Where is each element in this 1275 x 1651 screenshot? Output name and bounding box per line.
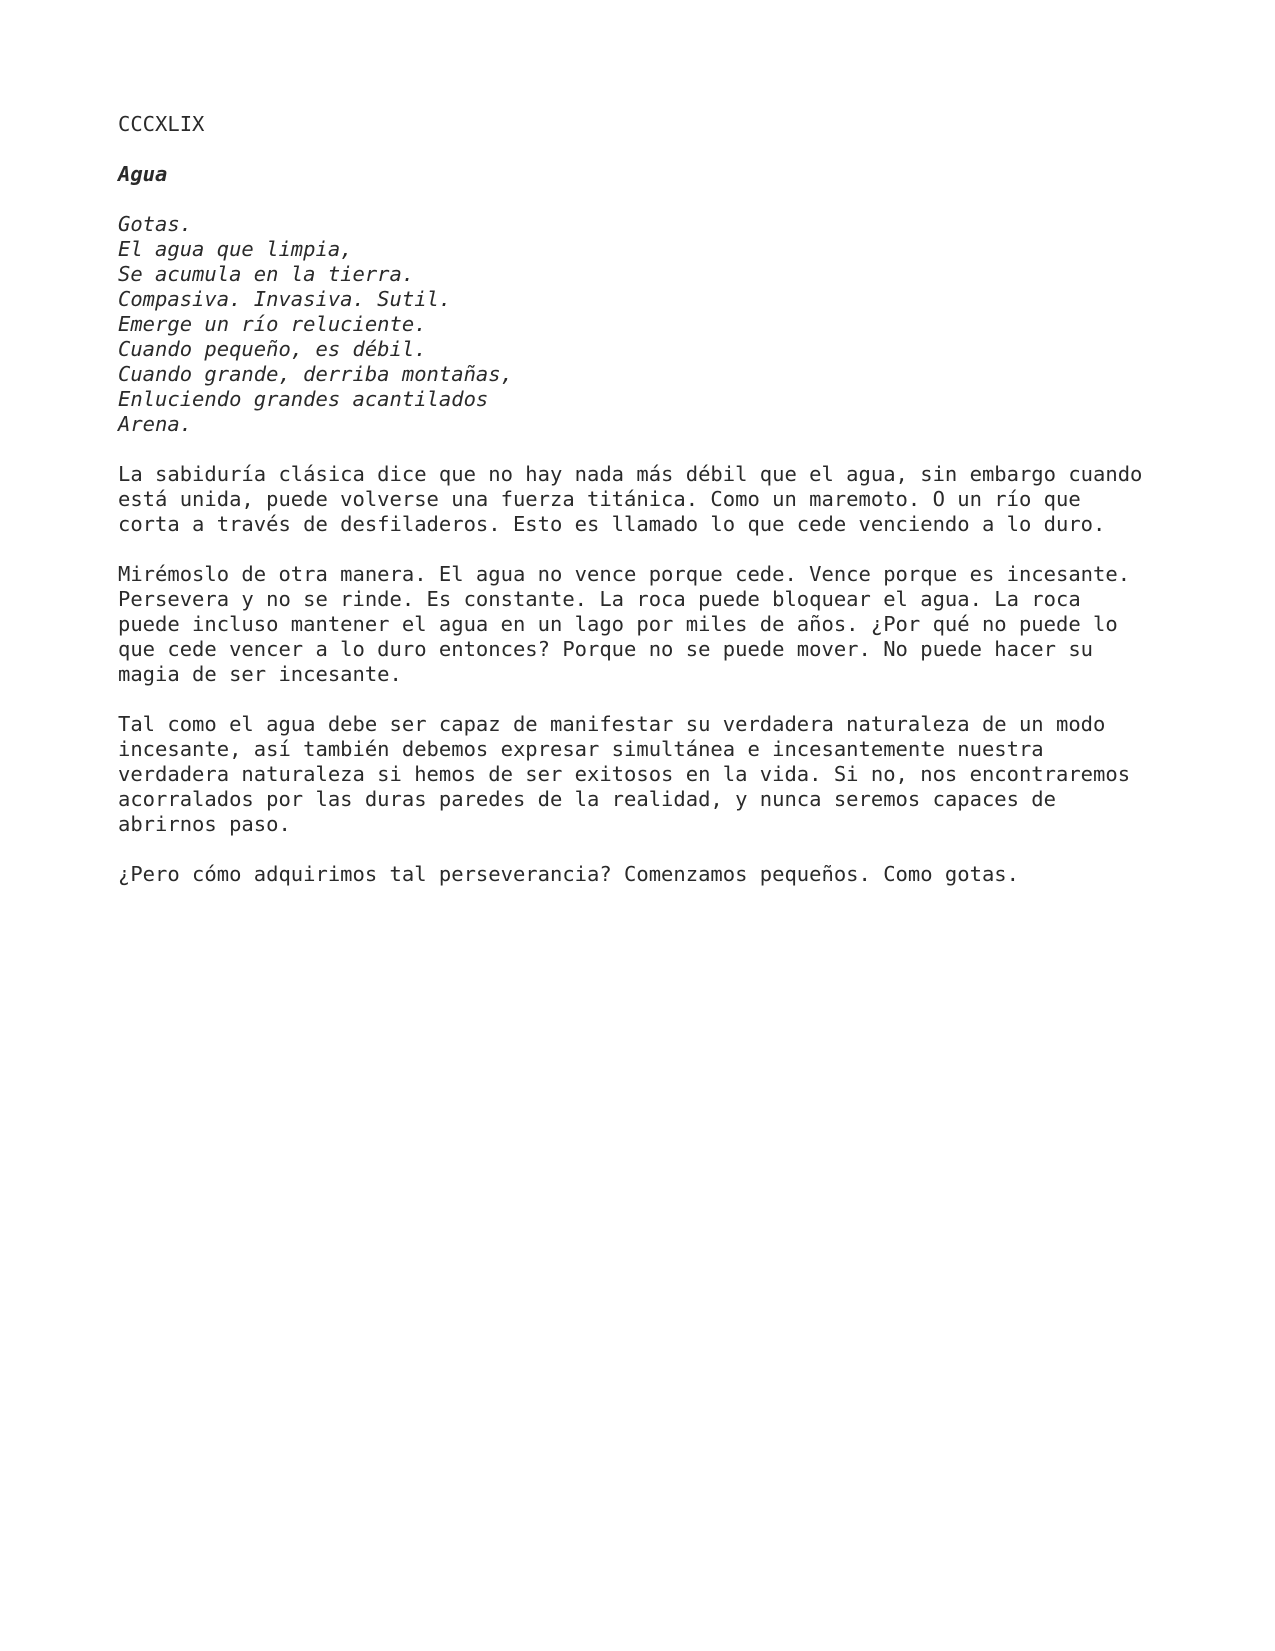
paragraph-line: está unida, puede volverse una fuerza titánica. Como un maremoto. O un río que: [118, 487, 1081, 511]
paragraph-line: magia de ser incesante.: [118, 662, 402, 686]
poem-line: Emerge un río reluciente.: [118, 312, 427, 336]
paragraph-line: que cede vencer a lo duro entonces? Porque no se puede mover. No puede hacer su: [118, 637, 1094, 661]
paragraph-line: verdadera naturaleza si hemos de ser exitosos en la vida. Si no, nos encontraremos: [118, 762, 1131, 786]
poem-line: Se acumula en la tierra.: [118, 262, 415, 286]
poem-line: Cuando grande, derriba montañas,: [118, 362, 513, 386]
paragraph-line: La sabiduría clásica dice que no hay nada más débil que el agua, sin embargo cuando: [118, 462, 1143, 486]
poem-line: Cuando pequeño, es débil.: [118, 337, 427, 361]
poem-line: Arena.: [118, 412, 193, 436]
poem-line: Compasiva. Invasiva. Sutil.: [118, 287, 452, 311]
poem-line: Enluciendo grandes acantilados: [118, 387, 489, 411]
paragraph-line: acorralados por las duras paredes de la realidad, y nunca seremos capaces de: [118, 787, 1056, 811]
paragraph-line: puede incluso mantener el agua en un lago por miles de años. ¿Por qué no puede lo: [118, 612, 1118, 636]
poem: [118, 212, 1178, 437]
paragraph-line: Mirémoslo de otra manera. El agua no vence porque cede. Vence porque es incesante.: [118, 562, 1131, 586]
document-page: [118, 112, 1178, 912]
paragraph-1: [118, 462, 1178, 537]
paragraph-line: Persevera y no se rinde. Es constante. La roca puede bloquear el agua. La roca: [118, 587, 1081, 611]
poem-line: El agua que limpia,: [118, 237, 353, 261]
paragraph-line: corta a través de desfiladeros. Esto es llamado lo que cede venciendo a lo duro.: [118, 512, 1106, 536]
chapter-numeral: CCCXLIX: [118, 112, 205, 136]
paragraph-2: [118, 562, 1178, 687]
poem-line: Gotas.: [118, 212, 193, 236]
paragraph-line: Tal como el agua debe ser capaz de manifestar su verdadera naturaleza de un modo: [118, 712, 1106, 736]
paragraph-line: incesante, así también debemos expresar simultánea e incesantemente nuestra: [118, 737, 1044, 761]
paragraph-line: ¿Pero cómo adquirimos tal perseverancia? Comenzamos pequeños. Como gotas.: [118, 862, 1019, 886]
paragraph-3: [118, 712, 1178, 837]
paragraph-4: [118, 862, 1178, 887]
chapter-title: Agua: [118, 162, 168, 186]
paragraph-line: abrirnos paso.: [118, 812, 291, 836]
